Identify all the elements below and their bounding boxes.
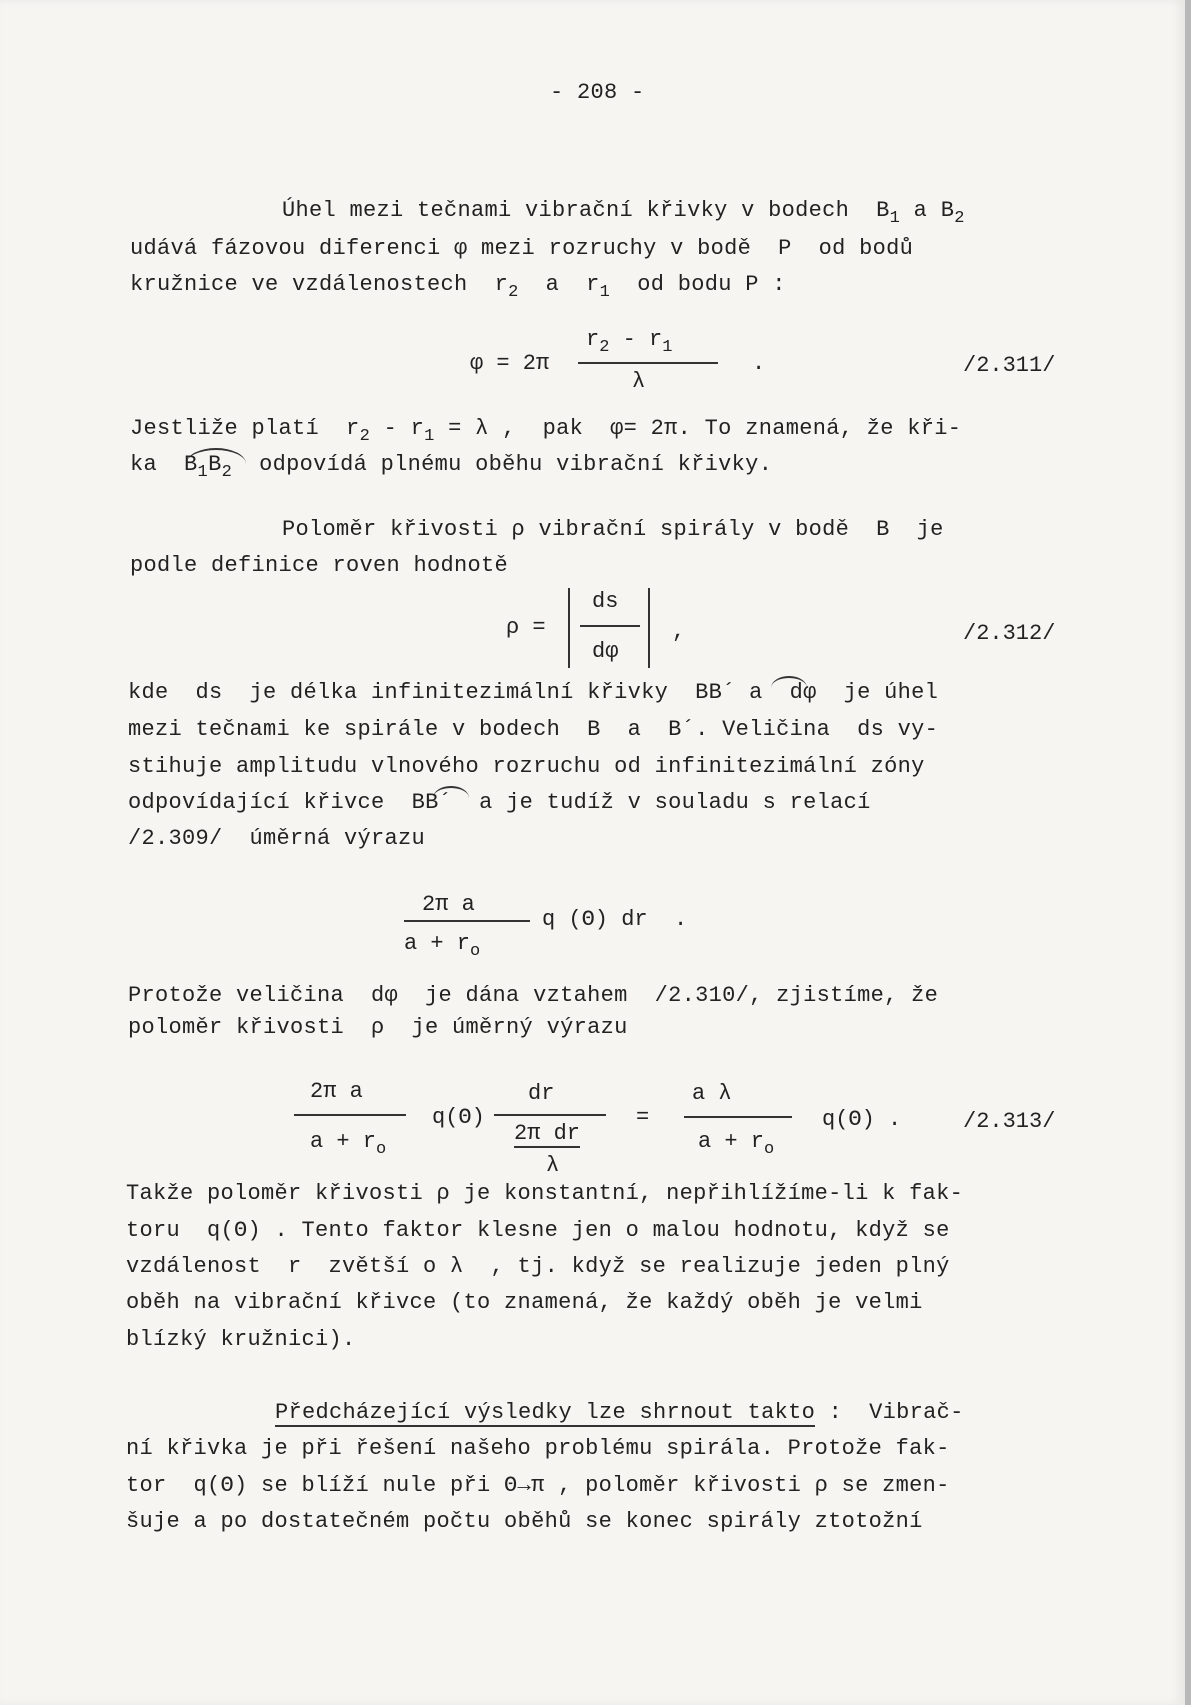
- p6-line2: toru q(Θ) . Tento faktor klesne jen o malou hodnotu, když se: [126, 1218, 950, 1243]
- p4-line2: mezi tečnami ke spirále v bodech B a B´. Veličina ds vy-: [128, 717, 939, 742]
- eqA-denominator: $a + r_o$: [404, 931, 481, 961]
- eq313-f2-inner-denominator: λ: [546, 1153, 560, 1178]
- eq313-f3-bar: [684, 1116, 792, 1118]
- eq313-f2-numerator: dr: [528, 1081, 555, 1106]
- eq313-f1-bar: [294, 1114, 406, 1116]
- p7-line3: tor q(Θ) se blíží nule při Θ→π , poloměr křivosti ρ se zmen-: [126, 1473, 950, 1498]
- eq311-numerator: $r_2 - r_1$: [586, 327, 673, 357]
- page-number: - 208 -: [550, 80, 645, 105]
- p3-line2: podle definice roven hodnotě: [130, 553, 509, 578]
- eq313-f3-numerator: a λ: [692, 1081, 732, 1106]
- eq312-lhs: ρ =: [506, 615, 546, 640]
- p6-line3: vzdálenost r zvětší o λ , tj. když se realizuje jeden plný: [126, 1254, 950, 1279]
- p4-line4: odpovídající křivce BB´ a je tudíž v souladu s relací: [128, 790, 871, 815]
- p1-line1: Úhel mezi tečnami vibrační křivky v bodech $B_1$ a $B_2$: [282, 198, 965, 228]
- p7-heading-underlined: Předcházející výsledky lze shrnout takto: [275, 1400, 816, 1425]
- eq313-f1-denominator: $a + r_o$: [310, 1129, 387, 1159]
- p3-line1: Poloměr křivosti ρ vibrační spirály v bodě B je: [282, 517, 944, 542]
- eq313-label: /2.313/: [963, 1109, 1056, 1134]
- p7-line1: Předcházející výsledky lze shrnout takto : Vibrač-: [275, 1400, 964, 1425]
- p2-line1: Jestliže platí $r_2 - r_1 = \lambda$ , pak φ= 2π. To znamená, že kři-: [130, 416, 962, 446]
- p4-line1: kde ds je délka infinitezimální křivky BB´ a dφ je úhel: [128, 680, 939, 705]
- eq313-f2-inner-numerator: 2π dr: [514, 1121, 581, 1146]
- p6-line4: oběh na vibrační křivce (to znamená, že každý oběh je velmi: [126, 1290, 923, 1315]
- p7-line4: šuje a po dostatečném počtu oběhů se konec spirály ztotožní: [126, 1509, 923, 1534]
- eq312-label: /2.312/: [963, 621, 1056, 646]
- eq312-abs-left: [568, 588, 570, 668]
- eq313-f2-bar: [494, 1114, 606, 1116]
- p2-line2: ka $B_1B_2$ odpovídá plnému oběhu vibrační křivky.: [130, 452, 773, 482]
- eq312-comma: ,: [672, 619, 686, 644]
- eq311-lhs: φ = 2π: [470, 351, 550, 376]
- p4-line3: stihuje amplitudu vlnového rozruchu od infinitezimální zóny: [128, 754, 925, 779]
- eq311-label: /2.311/: [963, 353, 1056, 378]
- eq312-abs-right: [648, 588, 650, 668]
- eqA-rhs: q (Θ) dr .: [542, 907, 688, 932]
- eq313-equals: =: [636, 1105, 650, 1130]
- p1-line3: kružnice ve vzdálenostech $r_2$ a $r_1$ od bodu P :: [130, 272, 786, 302]
- eq311-fraction-bar: [578, 362, 718, 364]
- eq313-q1: q(Θ): [432, 1105, 485, 1130]
- eq313-f3-denominator: $a + r_o$: [698, 1129, 775, 1159]
- eq311-denominator: λ: [632, 369, 646, 394]
- eq312-fraction-bar: [580, 625, 640, 627]
- p5-line1: Protože veličina dφ je dána vztahem /2.310/, zjistíme, že: [128, 983, 939, 1008]
- eqA-numerator: 2π a: [422, 892, 475, 917]
- eq312-denominator: dφ: [592, 639, 619, 664]
- eq312-numerator: ds: [592, 589, 619, 614]
- eq313-f1-numerator: 2π a: [310, 1079, 363, 1104]
- p7-line2: ní křivka je při řešení našeho problému spirála. Protože fak-: [126, 1436, 950, 1461]
- scan-edge: [1185, 0, 1191, 1705]
- p6-line5: blízký kružnici).: [126, 1327, 356, 1352]
- p5-line2: poloměr křivosti ρ je úměrný výrazu: [128, 1015, 628, 1040]
- p1-line2: udává fázovou diferenci φ mezi rozruchy v bodě P od bodů: [130, 236, 914, 261]
- eqA-fraction-bar: [404, 920, 530, 922]
- eq311-dot: .: [752, 351, 766, 376]
- eq313-q2: q(Θ) .: [822, 1107, 902, 1132]
- p4-line5: /2.309/ úměrná výrazu: [128, 826, 426, 851]
- p6-line1: Takže poloměr křivosti ρ je konstantní, nepřihlížíme-li k fak-: [126, 1181, 964, 1206]
